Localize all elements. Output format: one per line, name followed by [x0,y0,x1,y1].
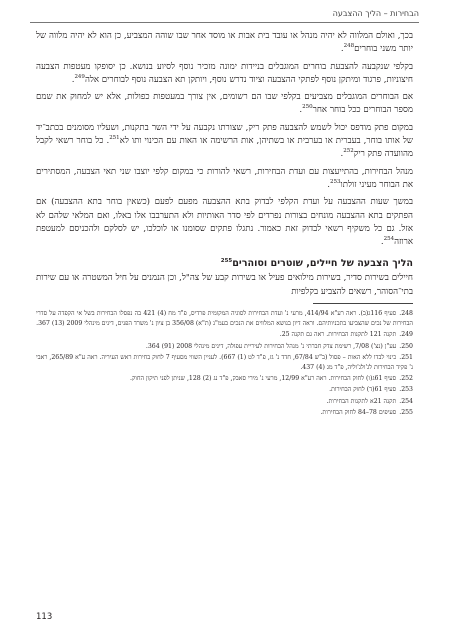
footnote: 250.עע"ן (נצ') 7/08, רשימת צדק חברתי נ' מנהל הבחירות לעיריית עפולה, דינים מינהלי 2008 (91) 364. [145,342,413,350]
footnote-ref[interactable]: 250 [302,104,313,111]
paragraph: אם הבוחרים המוגבלים מצביעים בקלפי שבו הם רשומים, אין צורך במעטפות כפולות, אלא יש למחוק את שמם מספר הבוחרים ככל בוחר אחר$^{250}$. [36,92,413,116]
footnote-ref[interactable]: 249 [74,74,85,81]
footnotes [36,309,413,418]
footnote: 252.סעיף 61ג(ו) לחוק הבחירות. ראה רע"א 12/99, מרעי נ' מירי סאבק, פ"ד נג (2) 128, שניתן לפני תיקון החוק. [130,375,413,383]
paragraph: במשך שעות ההצבעה על ועדת הקלפי לבדוק בתא ההצבעה מפעם לפעם (כשאין בוחר בתא ההצבעה) אם הפתקים בתא ההצבעה מונחים בצורות נפרדים לפי סדר האותיות ולא התערבבו אלו באלו, ואם המלאי שלהם לא אזל. גם כל משקיף רשאי לבדוק זאת כאמור. נתגלו פתקים שסומנו או לוכלכו, יש לסלקם ולהכניסם למעטפת ארוזה$^{254}$. [36,197,413,248]
footnote-ref[interactable]: 248 [343,43,355,50]
footnote: 251.כינוי לבדו ללא האות – פסול (ב"ש 67/84, חדד נ' גז, פ"ד לט (1) 667). לעניין השווי מסעיף 7 לחוק בחירות ראש העיריה. ראה ע"א 265/89, ראבי נ' פקיד הבחירות לג'ולג'וליה, פ"ד מג (4) 437. [36,353,413,372]
footnote: 255.סעיפים 78–84 לחוק הבחירות. [320,408,413,416]
paragraph: בקלפי שנקבעה להצבעת בוחרים המוגבלים בניידות ימונה מזכיר נוסף לסיוע בנושא. כן יסופקו מעטפות הצבעה חיצוניות, פרגוד ומיתקן נוסף לפתקי ההצבעה וציוד נדרש נוסף, ויותקן תא הצבעה נוסף לבוחרים אלה$^{249}$. [36,61,413,85]
footnote: 253.סעיף 61(ד) לחוק הבחירות. [329,386,413,394]
page-content [36,30,413,419]
page-number: 113 [36,612,53,622]
section-heading: הליך הצבעה של חיילים, שוטרים וסוהרים$^{255}$ [220,258,413,270]
paragraph: מנהל הבחירות, בהתייעצות עם ועדת הבחירות, רשאי להורות כי במקום קלפי יוצבו שני תאי הצבעה, המסתירים את הבוחר מעיני זולתו$^{253}$. [36,166,413,190]
footnote: 254.תקנה 21א לתקנות הבחירות. [326,397,413,405]
running-header: הבחירות – הליך ההצבעה [332,9,419,18]
footnote-ref[interactable]: 251 [109,135,120,142]
footnote: 248.סעיף 116ג(ב). ראה רע"א 414/94, מרעי נ' ועדת הבחירות לסוגיה המקומית פרדיס, פ"ד מח (4) 421 בה נפסלו הבחירות בשל אי הקפדה על סדרי הבחירות של נכים שהצביעו בתכניותיהם. וראה דיון בנושא המלווים את הנכים בעמ"נ (ת"א) 356/08 בן ציון נ' משרד הפנים, דינים מינהלי 2009 (13) 367. [36,310,413,328]
footnote-ref[interactable]: 254 [383,236,395,243]
paragraph: חיילים בשירות סדיר, בשירות מילואים פעיל או בשירות קבע של צה"ל, וכן הנמנים על חיל המשטרה או עם שירות בתי־הסוהר, רשאים להצביע בקלפיות [36,273,413,297]
footnote-ref[interactable]: 255 [220,258,233,265]
paragraph: בכך, ואולם המלווה לא יהיה מנהל או עובד בית אבות או מוסד אחר שבו שוהה המצביע, כן הוא לא יהיה מלווה של יותר משני בוחרים$^{248}$. [36,31,413,55]
footnote-ref[interactable]: 252 [343,148,354,155]
footnote-divider [313,303,413,304]
header-divider [30,22,419,23]
paragraph: במקום פתק מודפס יכול לשמש להצבעה פתק ריק, שצורתו נקבעה על ידי השר בתקנות, ושעליו מסומנים בכתב־יד של אותו בוחר, בעברית או בערבית או בשתיהן, אות הרשימה או האות עם הכינוי ותו לא$^{251}$. כל בוחר רשאי לקבל מהוועדה פתק ריק$^{252}$. [36,122,413,160]
footnote-ref[interactable]: 253 [330,179,341,186]
footnote: 249.תקנה 121 לתקנות הבחירות. ראה גם תקנה 25. [279,331,413,339]
